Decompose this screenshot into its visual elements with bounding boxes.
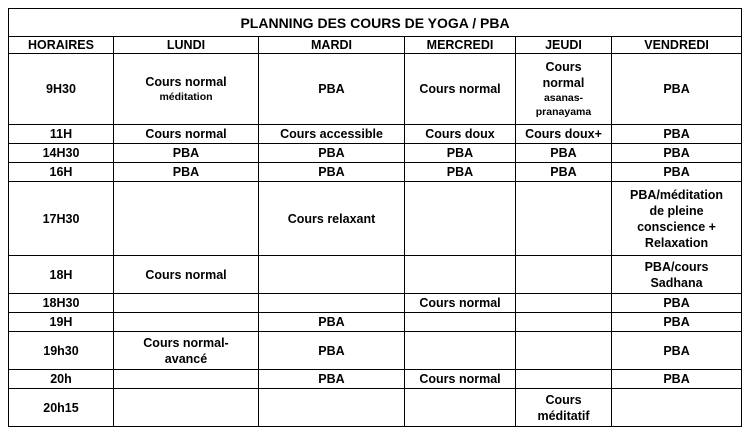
time-slot: 18H <box>9 256 114 294</box>
class-label: PBA <box>663 296 690 310</box>
class-cell <box>516 163 612 182</box>
class-label: PBA/cours <box>644 259 709 274</box>
class-cell <box>114 294 259 313</box>
class-label: avancé <box>164 351 208 366</box>
class-label: PBA <box>318 372 345 386</box>
time-slot: 18H30 <box>9 294 114 313</box>
table-row <box>9 144 742 163</box>
class-label: PBA/méditation <box>630 187 724 202</box>
class-label: PBA <box>172 165 200 179</box>
class-cell <box>405 144 516 163</box>
table-row <box>9 54 742 125</box>
class-label: Cours <box>545 392 582 407</box>
class-cell <box>259 144 405 163</box>
column-header-mardi: MARDI <box>259 37 405 54</box>
time-slot: 14H30 <box>9 144 114 163</box>
class-label: PBA <box>318 165 345 179</box>
class-cell <box>405 182 516 256</box>
class-label: PBA <box>663 165 690 179</box>
class-cell <box>405 332 516 370</box>
class-label: Cours accessible <box>280 127 383 141</box>
class-cell <box>612 144 742 163</box>
class-cell <box>405 163 516 182</box>
class-cell <box>516 294 612 313</box>
class-cell <box>259 125 405 144</box>
table-row <box>9 370 742 389</box>
schedule-title: PLANNING DES COURS DE YOGA / PBA <box>9 9 742 37</box>
class-label: Cours normal <box>419 82 501 96</box>
class-label: de pleine <box>649 203 704 218</box>
header-row <box>9 37 742 54</box>
schedule-body <box>9 54 742 427</box>
table-row <box>9 313 742 332</box>
class-detail: asanas- <box>543 92 584 104</box>
class-cell <box>114 182 259 256</box>
time-slot: 20h <box>9 370 114 389</box>
column-header-vendredi: VENDREDI <box>612 37 742 54</box>
class-cell <box>114 389 259 427</box>
class-cell <box>516 313 612 332</box>
class-label: conscience + <box>637 219 716 234</box>
class-cell <box>516 370 612 389</box>
class-cell <box>114 313 259 332</box>
class-label: Cours normal <box>145 75 227 89</box>
table-row <box>9 182 742 256</box>
class-label: PBA <box>663 146 690 160</box>
class-cell <box>405 125 516 144</box>
class-cell <box>405 313 516 332</box>
class-label: PBA <box>318 315 345 329</box>
class-cell <box>516 144 612 163</box>
class-cell <box>612 294 742 313</box>
time-slot: 11H <box>9 125 114 144</box>
class-cell <box>405 256 516 294</box>
time-slot: 19H <box>9 313 114 332</box>
time-slot: 17H30 <box>9 182 114 256</box>
yoga-schedule-table <box>8 8 742 427</box>
class-label: PBA <box>318 82 345 96</box>
class-label: Cours normal <box>145 127 227 141</box>
class-cell <box>405 54 516 125</box>
class-cell <box>516 182 612 256</box>
class-detail: pranayama <box>535 106 592 118</box>
class-label: Cours normal <box>419 296 501 310</box>
class-cell <box>612 389 742 427</box>
class-cell <box>612 256 742 294</box>
class-cell <box>114 54 259 125</box>
class-cell <box>259 182 405 256</box>
table-row <box>9 332 742 370</box>
table-row <box>9 125 742 144</box>
class-label: Cours normal <box>419 372 501 386</box>
class-cell <box>516 125 612 144</box>
class-label: Relaxation <box>644 235 709 250</box>
class-cell <box>612 332 742 370</box>
class-label: PBA <box>446 165 474 179</box>
class-label: PBA <box>663 82 690 96</box>
class-label: PBA <box>318 146 345 160</box>
class-cell <box>114 332 259 370</box>
class-label: PBA <box>663 343 690 358</box>
class-label: méditatif <box>537 408 590 423</box>
class-label: PBA <box>446 146 474 160</box>
class-cell <box>516 389 612 427</box>
class-label: PBA <box>550 165 577 179</box>
table-row <box>9 294 742 313</box>
class-cell <box>114 125 259 144</box>
class-cell <box>405 389 516 427</box>
time-slot: 9H30 <box>9 54 114 125</box>
class-cell <box>516 54 612 125</box>
class-label: Cours doux+ <box>525 127 602 141</box>
class-label: Cours relaxant <box>287 211 376 226</box>
column-header-mercredi: MERCREDI <box>405 37 516 54</box>
class-label: Cours normal- <box>143 335 229 350</box>
class-cell <box>516 256 612 294</box>
class-cell <box>405 294 516 313</box>
class-cell <box>612 313 742 332</box>
class-cell <box>405 370 516 389</box>
time-slot: 16H <box>9 163 114 182</box>
class-label: Sadhana <box>650 275 703 290</box>
class-detail: méditation <box>159 91 213 103</box>
class-cell <box>259 332 405 370</box>
time-slot: 20h15 <box>9 389 114 427</box>
class-cell <box>612 125 742 144</box>
class-label: PBA <box>318 343 345 358</box>
column-header-horaires: HORAIRES <box>9 37 114 54</box>
class-label: PBA <box>663 315 690 329</box>
table-row <box>9 256 742 294</box>
class-cell <box>114 370 259 389</box>
class-label: Cours doux <box>425 127 495 141</box>
time-slot: 19h30 <box>9 332 114 370</box>
class-cell <box>114 256 259 294</box>
table-row <box>9 163 742 182</box>
class-label: PBA <box>663 127 690 141</box>
class-label: Cours normal <box>145 267 227 282</box>
class-cell <box>259 294 405 313</box>
class-cell <box>114 163 259 182</box>
class-cell <box>259 54 405 125</box>
class-cell <box>612 163 742 182</box>
class-cell <box>612 370 742 389</box>
table-row <box>9 389 742 427</box>
class-cell <box>259 256 405 294</box>
class-label: Cours <box>545 60 582 74</box>
class-cell <box>259 313 405 332</box>
column-header-lundi: LUNDI <box>114 37 259 54</box>
class-cell <box>114 144 259 163</box>
class-label: PBA <box>550 146 577 160</box>
class-label: PBA <box>663 372 690 386</box>
class-cell <box>516 332 612 370</box>
class-cell <box>612 54 742 125</box>
class-label: PBA <box>172 146 200 160</box>
class-cell <box>259 389 405 427</box>
class-cell <box>259 370 405 389</box>
class-cell <box>259 163 405 182</box>
class-label: normal <box>542 76 585 90</box>
class-cell <box>612 182 742 256</box>
column-header-jeudi: JEUDI <box>516 37 612 54</box>
